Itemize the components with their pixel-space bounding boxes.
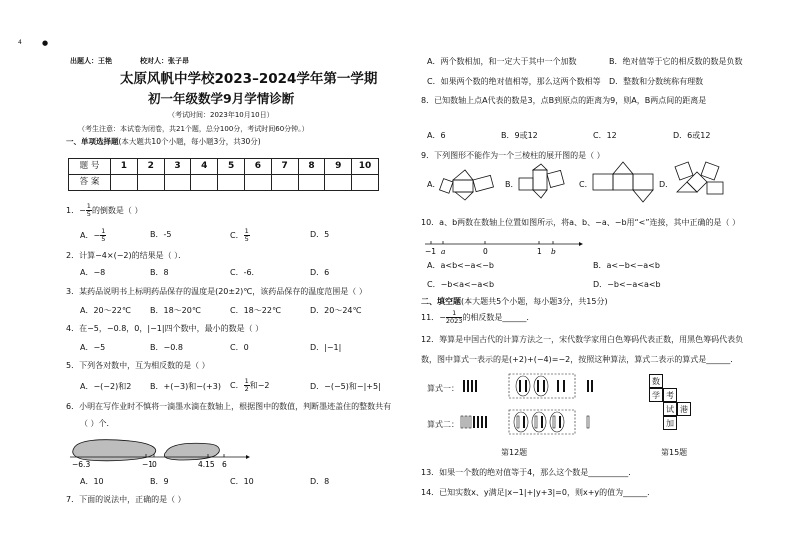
cube-cell: 加	[663, 416, 677, 430]
q3-stem: 3．某药品说明书上标明药品保存的温度是(20±2)℃，该药品保存的温度范围是（ ）	[66, 287, 367, 296]
q4-option-b[interactable]: B．−0.8	[150, 343, 183, 352]
page-mark: 4	[18, 39, 22, 46]
q-number: 8	[298, 159, 325, 175]
q7-option-b[interactable]: B．绝对值等于它的相反数的数是负数	[609, 57, 743, 66]
q5-option-b[interactable]: B．+(−3)和−(+3)	[150, 382, 221, 391]
q8-option-d[interactable]: D．6或12	[673, 131, 711, 140]
q6-option-d[interactable]: D．8	[310, 477, 330, 486]
q6-axis-label: 4.15	[198, 460, 215, 469]
q10-axis-label: 1	[537, 247, 542, 256]
q6-axis-label: −6.3	[72, 460, 91, 469]
q1-option-c[interactable]: C． $\frac{1}{5}$	[230, 227, 249, 243]
answer-table-row-numbers	[69, 159, 379, 175]
q-number: 4	[191, 159, 218, 175]
answer-table-row-answers	[69, 175, 379, 191]
answer-cell[interactable]	[271, 175, 298, 191]
q2-option-c[interactable]: C．-6．	[230, 268, 260, 277]
q11-stem: 11．− $\frac{1}{2023}$ 的相反数是______．	[421, 309, 535, 325]
q-number: 7	[271, 159, 298, 175]
row-label-number: 题 号	[69, 159, 111, 175]
exam-note: （考生注意：本试卷为闭卷，共21个题，总分100分，考试时间60分钟。）	[78, 125, 309, 133]
exam-title: 初一年级数学9月学情诊断	[148, 91, 295, 106]
creator-label: 出题人：王艳	[70, 57, 112, 65]
q7-stem: 7．下面的说法中，正确的是（ ）	[66, 495, 186, 504]
q8-option-b[interactable]: B．9或12	[501, 131, 538, 140]
q12-label-eq1: 算式一：	[427, 384, 459, 393]
q1-option-a[interactable]: A．− $\frac{1}{5}$	[80, 227, 106, 243]
q4-option-c[interactable]: C．0	[230, 343, 249, 352]
answer-cell[interactable]	[164, 175, 191, 191]
q9-option-a[interactable]: A．	[427, 180, 441, 189]
q2-option-b[interactable]: B．8	[150, 268, 169, 277]
q6-stem-line2: （ ）个．	[80, 419, 115, 428]
q13-stem: 13．如果一个数的绝对值等于4，那么这个数是__________．	[421, 468, 637, 477]
q3-option-a[interactable]: A．20～22℃	[80, 306, 131, 315]
q-number: 10	[352, 159, 379, 175]
cube-cell: 试	[663, 402, 677, 416]
q9-net-a	[443, 166, 499, 204]
row-label-answer: 答 案	[69, 175, 111, 191]
q7-option-d[interactable]: D．整数和分数统称有理数	[609, 77, 704, 86]
q6-stem: 6．小明在写作业时不慎将一滴墨水滴在数轴上，根据图中的数值，判断墨迹盖住的整数共有	[66, 402, 392, 411]
q6-number-line	[70, 434, 250, 470]
answer-cell[interactable]	[244, 175, 271, 191]
q8-option-a[interactable]: A．6	[427, 131, 446, 140]
q10-stem: 10．a、b两数在数轴上位置如图所示，将a、b、−a、−b用“<”连接，其中正确的是（ ）	[421, 218, 741, 227]
section1-heading: 一、单项选择题(本大题共10个小题，每小题3分，共30分)	[66, 137, 261, 146]
q-number: 6	[244, 159, 271, 175]
answer-cell[interactable]	[325, 175, 352, 191]
q6-axis-label: −1	[142, 460, 154, 469]
q1-option-b[interactable]: B．-5	[150, 230, 172, 239]
answer-cell[interactable]	[137, 175, 164, 191]
q5-stem: 5．下列各对数中，互为相反数的是（ ）	[66, 361, 210, 370]
q15-caption: 第15题	[661, 448, 688, 457]
rods-eq1	[463, 374, 593, 398]
q-number: 5	[218, 159, 245, 175]
q10-axis-label: b	[551, 247, 556, 256]
q4-stem: 4．在−5，−0.8，0，|−1|四个数中，最小的数是（ ）	[66, 324, 264, 333]
q10-axis-label: a	[441, 247, 446, 256]
q10-axis-label: 0	[483, 247, 488, 256]
q4-option-a[interactable]: A．−5	[80, 343, 106, 352]
q8-stem: 8．已知数轴上点A代表的数是3，点B到原点的距离为9，则A，B两点间的距离是	[421, 96, 707, 105]
q-number: 3	[164, 159, 191, 175]
section2-heading: 二、填空题(本大题共5个小题，每小题3分，共15分)	[421, 297, 608, 306]
q14-stem: 14．已知实数x、y满足|x−1|+|y+3|=0，则x+y的值为______．	[421, 488, 656, 497]
rods-eq2	[461, 410, 589, 434]
q3-option-b[interactable]: B．18～20℃	[150, 306, 201, 315]
q9-net-b	[517, 164, 567, 202]
reviewer-label: 校对人：张子昂	[140, 57, 189, 65]
q9-stem: 9．下列图形不能作为一个三棱柱的展开图的是（ ）	[421, 151, 605, 160]
q9-option-c[interactable]: C．	[579, 180, 593, 189]
q2-stem: 2．计算−4×(−2)的结果是（ ）．	[66, 251, 187, 260]
q10-option-c[interactable]: C．−b<a<−a<b	[427, 280, 495, 289]
q7-option-a[interactable]: A．两个数相加，和一定大于其中一个加数	[427, 57, 577, 66]
q8-option-c[interactable]: C．12	[593, 131, 617, 140]
q2-option-a[interactable]: A．−8	[80, 268, 106, 277]
q4-option-d[interactable]: D．|−1|	[310, 343, 342, 352]
q9-net-c	[591, 160, 657, 204]
q12-rod-figure	[459, 374, 609, 438]
answer-cell[interactable]	[218, 175, 245, 191]
q-number: 1	[111, 159, 138, 175]
q12-line1: 12．筹算是中国古代的计算方法之一，宋代数学家用白色筹码代表正数，用黑色筹码代表负	[421, 335, 744, 344]
q15-cube-net	[649, 374, 717, 436]
q2-option-d[interactable]: D．6	[310, 268, 330, 277]
q1-option-d[interactable]: D．5	[310, 230, 330, 239]
q3-option-c[interactable]: C．18～22℃	[230, 306, 281, 315]
q5-option-c[interactable]: C． $\frac{1}{2}$ 和−2	[230, 377, 270, 393]
answer-cell[interactable]	[191, 175, 218, 191]
cube-cell: 港	[677, 402, 691, 416]
q9-option-d[interactable]: D．	[659, 180, 674, 189]
q9-net-d	[673, 160, 729, 204]
q6-option-a[interactable]: A．10	[80, 477, 104, 486]
q7-option-c[interactable]: C．如果两个数的绝对值相等，那么这两个数相等	[427, 77, 601, 86]
q6-axis-label: 0	[152, 460, 157, 469]
cube-cell: 数	[649, 374, 663, 388]
q6-option-b[interactable]: B．9	[150, 477, 169, 486]
exam-time: （考试时间：2023年10月10日）	[168, 111, 274, 119]
q-number: 2	[137, 159, 164, 175]
q10-number-line	[425, 236, 585, 258]
answer-cell[interactable]	[111, 175, 138, 191]
cube-cell: 学	[649, 388, 663, 402]
q6-option-c[interactable]: C．10	[230, 477, 254, 486]
q12-line2: 数，图中算式一表示的是(+2)+(−4)=−2，按照这种算法，算式二表示的算式是______．	[421, 355, 739, 364]
q3-option-d[interactable]: D．20～24℃	[310, 306, 362, 315]
cube-cell: 考	[663, 388, 677, 402]
q10-option-d[interactable]: D．−b<−a<a<b	[593, 280, 661, 289]
q5-option-d[interactable]: D．−(−5)和−|+5|	[310, 382, 381, 391]
q12-caption: 第12题	[501, 448, 528, 457]
bullet-dot: ●	[42, 39, 49, 47]
school-title: 太原风帆中学校2023–2024学年第一学期	[120, 71, 378, 87]
answer-table	[68, 158, 379, 191]
q10-option-b[interactable]: B．a<−b<−a<b	[593, 261, 660, 270]
q1-stem: 1．− $\frac{1}{5}$ 的倒数是（ ）	[66, 202, 143, 218]
q-number: 9	[325, 159, 352, 175]
q6-axis-label: 6	[222, 460, 227, 469]
answer-cell[interactable]	[352, 175, 379, 191]
q5-option-a[interactable]: A．−(−2)和2	[80, 382, 132, 391]
answer-cell[interactable]	[298, 175, 325, 191]
q9-option-b[interactable]: B．	[505, 180, 519, 189]
q12-label-eq2: 算式二：	[427, 420, 459, 429]
q10-axis-label: −1	[425, 247, 437, 256]
q10-option-a[interactable]: A．a<b<−a<−b	[427, 261, 494, 270]
